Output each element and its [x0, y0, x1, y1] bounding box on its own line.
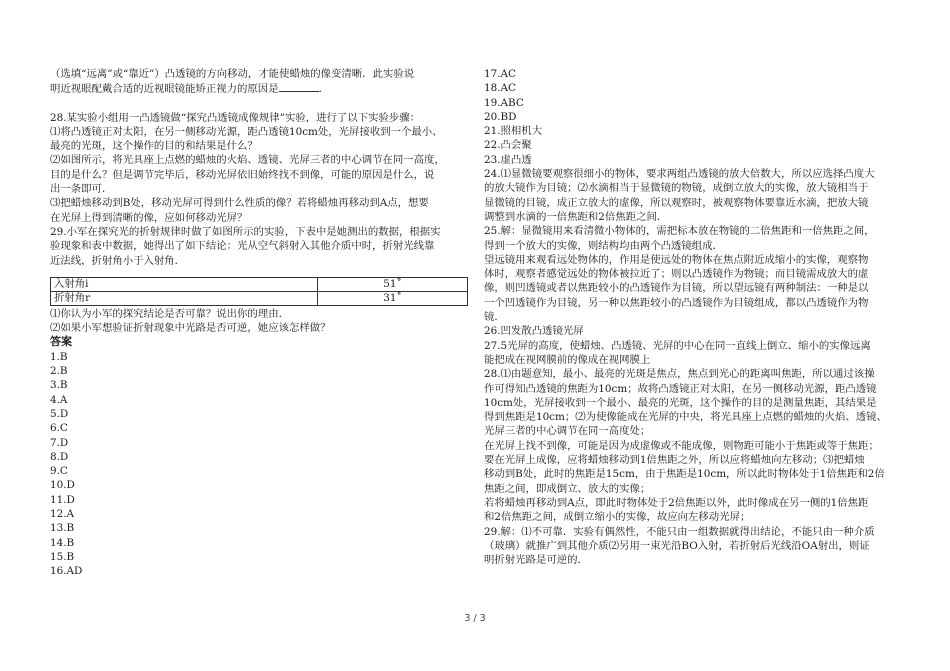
table-row — [51, 291, 468, 305]
answer-item: 7.D — [50, 436, 69, 449]
answer-line: 20.BD — [484, 110, 517, 123]
answer-line: 17.AC — [484, 68, 516, 80]
table-cell-value: 51˚ — [318, 277, 468, 291]
answer-line: 29.解：⑴不可靠．实验有偶然性，不能只由一组数据就得出结论，不能只由一种介质 — [484, 525, 875, 538]
answer-line: 能把成在视网膜前的像成在视网膜上 — [484, 353, 651, 366]
answers-heading: 答案 — [50, 335, 72, 349]
answer-item: 15.B — [50, 550, 75, 563]
q28-line: ⑶把蜡烛移动到B处，移动光屏可得到什么性质的像？若将蜡烛再移动到A点，想要 — [50, 197, 429, 210]
answer-line: 10cm处，光屏接收到一个最小、最亮的光斑，这个操作的目的是测量焦距，其结果是 — [484, 396, 877, 409]
table-cell-label: 折射角r — [51, 291, 318, 305]
answer-item: 5.D — [50, 407, 69, 420]
answer-item: 11.D — [50, 493, 75, 506]
answer-blank — [279, 81, 319, 92]
answer-line: 得到焦距是10cm；⑵为使像能成在光屏的中央，将光具座上点燃的蜡烛的火焰、透镜、 — [484, 411, 887, 424]
q28-line: 28.某实验小组用一凸透镜做“探究凸透镜成像规律”实验，进行了以下实验步骤： — [50, 111, 421, 124]
intro-line-2-end: ． — [318, 83, 329, 96]
q29-sub-1: ⑴你认为小军的探究结论是否可靠？说出你的理由． — [50, 307, 289, 320]
answer-line: 26.凹发散凸透镜光屏 — [484, 325, 584, 338]
answer-line: 镜． — [484, 311, 505, 324]
answer-item: 9.C — [50, 465, 68, 478]
q28-line: 出一条即可． — [50, 183, 113, 196]
answer-line: 25.解：显微镜用来看清微小物体的，需把标本放在物镜的二倍焦距和一倍焦距之间， — [484, 225, 875, 238]
answer-line: 体时，观察者感觉远处的物体被拉近了；则以凸透镜作为物镜；而目镜需成放大的虚 — [484, 268, 869, 281]
question-29 — [50, 225, 470, 268]
answer-line: 的放大镜作为目镜；⑵水滴相当于显微镜的物镜，成倒立放大的实像，放大镜相当于 — [484, 182, 869, 195]
answer-line: 21.照相机大 — [484, 125, 543, 138]
answer-item: 2.B — [50, 365, 68, 378]
answer-line: 若将蜡烛再移动到A点，即此时物体处于2倍焦距以外，此时像成在另一侧的1倍焦距 — [484, 496, 869, 509]
q29-line: 近法线，折射角小于入射角． — [50, 254, 186, 267]
page-number: 3 / 3 — [464, 613, 486, 624]
answer-line: 在光屏上找不到像，可能是因为成虚像或不能成像，则物距可能小于焦距或等于焦距； — [484, 439, 879, 452]
q29-line: 29.小军在探究光的折射规律时做了如图所示的实验，下表中是她测出的数据，根据实 — [50, 225, 441, 238]
q28-line: 最亮的光斑，这个操作的目的和结果是什么？ — [50, 140, 258, 153]
answer-line: 明折射光路是可逆的． — [484, 554, 588, 567]
answer-item: 8.D — [50, 450, 69, 463]
answer-item: 16.AD — [50, 565, 83, 578]
q29-sub-2: ⑵如果小军想验证折射现象中光路是否可逆，她应该怎样做？ — [50, 322, 331, 335]
q28-line: ⑵如图所示，将光具座上点燃的蜡烛的火焰、透镜、光屏三者的中心调节在同一高度， — [50, 154, 445, 167]
answer-line: 显微镜的目镜，成正立放大的虚像，所以观察时，被观察物体要靠近水滴，把放大镜 — [484, 196, 869, 209]
answer-line: 得到一个放大的实像，则结构均由两个凸透镜组成． — [484, 239, 723, 252]
answer-line: 作可得知凸透镜的焦距为10cm；故将凸透镜正对太阳，在另一侧移动光源，距凸透镜 — [484, 382, 877, 395]
answer-line: 和2倍焦距之间，成倒立缩小的实像，故应向左移动光屏； — [484, 511, 751, 524]
q28-line: ⑴将凸透镜正对太阳，在另一侧移动光源，距凸透镜10cm处，光屏接收到一个最小、 — [50, 125, 443, 138]
table-row — [51, 277, 468, 291]
table-cell-value: 31˚ — [318, 291, 468, 305]
answer-line: 一个凹透镜作为目镜，另一种以焦距较小的凸透镜作为目镜组成，都以凸透镜作为物 — [484, 296, 869, 309]
q28-line: 在光屏上得到清晰的像，应如何移动光屏？ — [50, 211, 248, 224]
answer-line: 像，则凹透镜或者以焦距较小的凸透镜作为目镜，所以望远镜有两种制法：一种是以 — [484, 282, 869, 295]
table-cell-label: 入射角i — [51, 277, 318, 291]
q29-line: 验现象和表中数据，她得出了如下结论：光从空气斜射入其他介质中时，折射光线靠 — [50, 240, 435, 253]
answer-line: 要在光屏上成像，应将蜡烛移动到1倍焦距之外，所以应将蜡烛向左移动；⑶把蜡烛 — [484, 454, 865, 467]
answer-line: 18.AC — [484, 82, 516, 95]
answer-item: 6.C — [50, 422, 68, 435]
answer-item: 10.D — [50, 479, 75, 492]
question-28 — [50, 111, 470, 225]
intro-line-1: （选填“远离”或“靠近”）凸透镜的方向移动，才能使蜡烛的像变清晰．此实验说 — [50, 68, 415, 80]
answer-line: 焦距之间，即成倒立、放大的实像； — [484, 482, 651, 495]
answer-line: 27.5光屏的高度，使蜡烛、凸透镜、光屏的中心在同一直线上倒立、缩小的实像远离 — [484, 339, 871, 352]
answer-line: 望远镜用来观看远处物体的，作用是使远处的物体在焦点附近成缩小的实像，观察物 — [484, 253, 869, 266]
left-column — [50, 67, 470, 579]
answer-item: 3.B — [50, 379, 68, 392]
answer-line: 28.⑴由题意知，最小、最亮的光斑是焦点，焦点到光心的距离叫焦距，所以通过该操 — [484, 368, 875, 381]
answer-line: 移动到B处，此时的焦距是15cm，由于焦距是10cm，所以此时物体处于1倍焦距和2倍 — [484, 468, 885, 481]
intro-line-2-text: 明近视眼配戴合适的近视眼镜能矫正视力的原因是 — [50, 83, 279, 96]
answer-line: 19.ABC — [484, 96, 524, 109]
answer-line: 24.⑴显微镜要观察很细小的物体，要求两组凸透镜的放大倍数大，所以应选择凸度大 — [484, 168, 875, 181]
answer-item: 12.A — [50, 508, 75, 521]
answer-item: 4.A — [50, 393, 68, 406]
answer-line: 光屏三者的中心调节在同一高度处； — [484, 425, 651, 438]
answer-item: 1.B — [50, 350, 68, 363]
spacer — [50, 97, 470, 111]
answer-item: 13.B — [50, 522, 75, 535]
answer-list — [50, 350, 470, 579]
answer-line: 22.凸会聚 — [484, 139, 532, 152]
answer-item: 14.B — [50, 536, 75, 549]
angle-table — [50, 277, 468, 306]
intro-line-2 — [50, 81, 470, 96]
q28-line: 目的是什么？但是调节完毕后，移动光屏依旧始终找不到像，可能的原因是什么，说 — [50, 168, 435, 181]
answer-line: （玻璃）就推广到其他介质⑵另用一束光沿BO入射，若折射后光线沿OA射出，则证 — [484, 539, 870, 552]
right-column — [484, 67, 904, 567]
answer-line: 调整到水滴的一倍焦距和2倍焦距之间． — [484, 210, 668, 223]
answer-line: 23.虚凸透 — [484, 153, 532, 166]
